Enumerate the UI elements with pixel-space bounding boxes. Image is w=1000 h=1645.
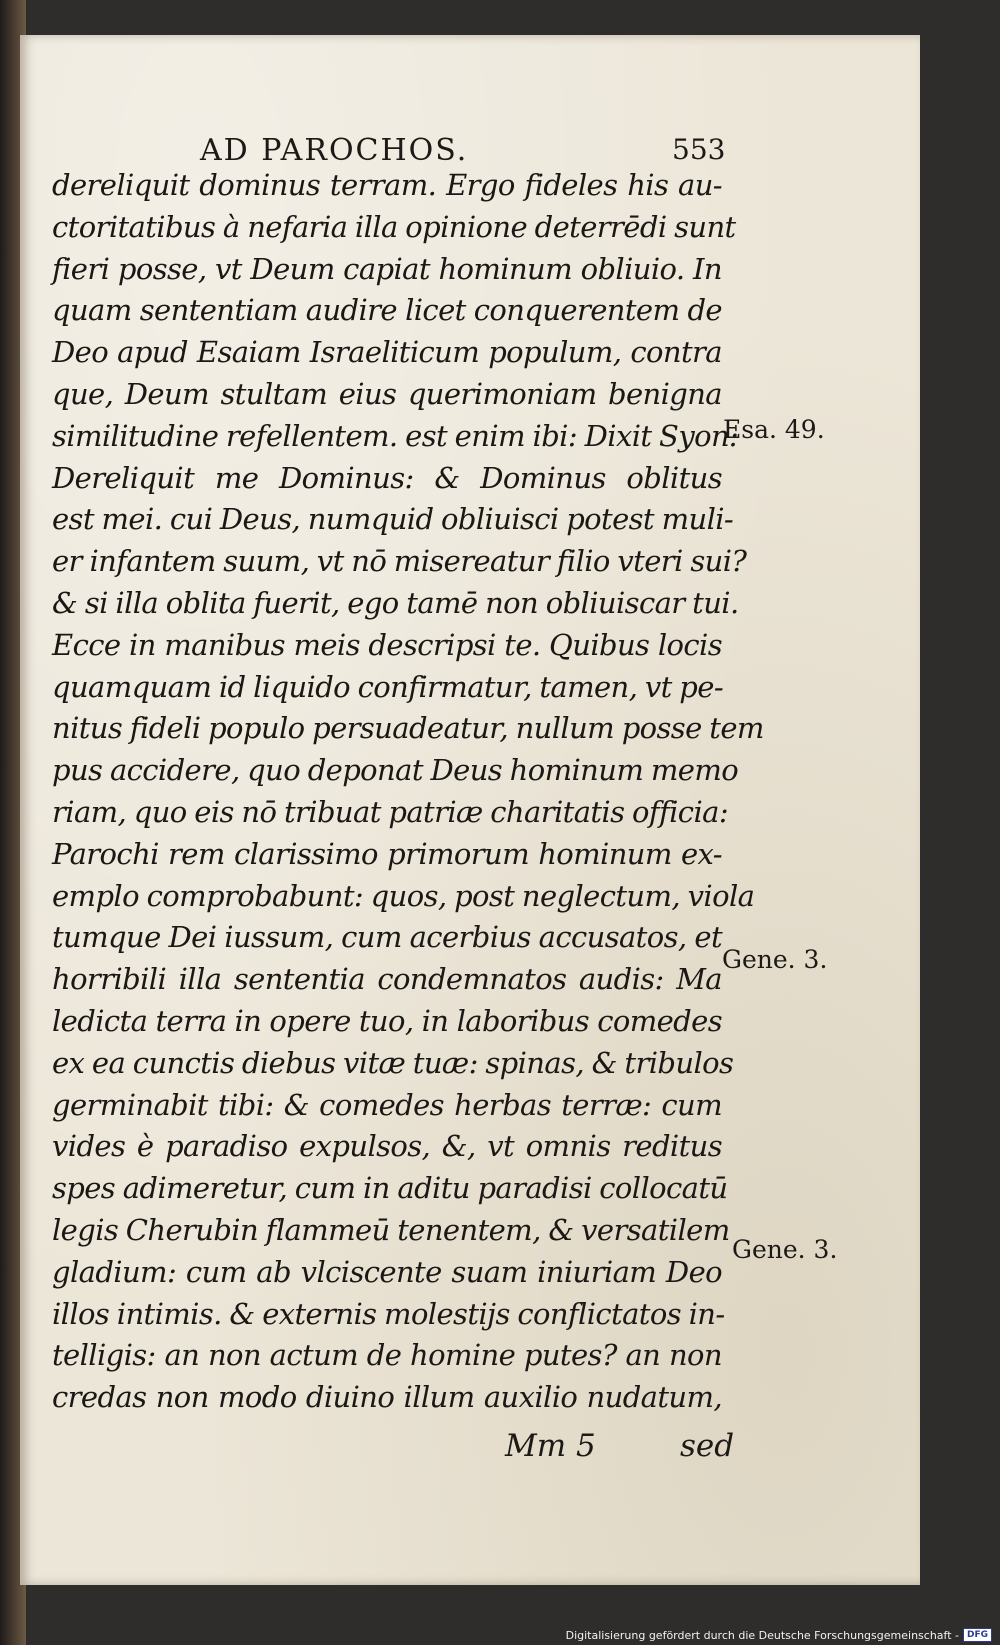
text-line: legis Cherubin flammeū tenentem, & versatilem (52, 1212, 730, 1247)
text-line: emplo comprobabunt: quos, post neglectum, viola (52, 878, 755, 913)
text-line: gladium: cum ab vlciscente suam iniuriam Deo (52, 1254, 722, 1289)
text-line: Ecce in manibus meis descripsi te. Quibus locis (52, 627, 722, 662)
text-line: riam, quo eis nō tribuat patriæ charitatis officia: (52, 794, 728, 829)
text-line: Deo apud Esaiam Israeliticum populum, contra (52, 335, 722, 370)
text-line: similitudine refellentem. est enim ibi: Dixit Syon: (52, 418, 739, 453)
margin-note-genesis-second: Gene. 3. (732, 1235, 838, 1264)
margin-note-esaias: Esa. 49. (723, 415, 825, 444)
text-line: illos intimis. & externis molestijs conflictatos in- (52, 1296, 725, 1331)
text-line: tumque Dei iussum, cum acerbius accusatos, et (52, 920, 722, 955)
text-line: spes adimeretur, cum in aditu paradisi collocatū (52, 1171, 728, 1206)
text-line: Dereliquit me Dominus: & Dominus oblitus (52, 460, 722, 495)
text-line: credas non modo diuino illum auxilio nudatum, (52, 1380, 722, 1415)
text-line: que, Deum stultam eius querimoniam benigna (52, 376, 722, 411)
catchword: sed (680, 1428, 735, 1464)
text-line: ledicta terra in opere tuo, in laboribus comedes (52, 1003, 722, 1038)
text-line: pus accidere, quo deponat Deus hominum memo (52, 753, 739, 788)
dfg-logo: DFG (963, 1628, 992, 1642)
text-line: dereliquit dominus terram. Ergo fideles his au- (52, 168, 722, 202)
running-head: AD PAROCHOS. (200, 133, 469, 168)
text-line: & si illa oblita fuerit, ego tamē non obliuiscar tui. (52, 585, 739, 620)
text-line: telligis: an non actum de homine putes? an non (52, 1338, 722, 1373)
digitization-credit (566, 1628, 992, 1642)
text-line: germinabit tibi: & comedes herbas terræ: cum (52, 1087, 722, 1122)
signature-mark: Mm 5 (505, 1428, 596, 1464)
text-line: quam sententiam audire licet conquerentem de (52, 293, 722, 328)
book-page (20, 35, 920, 1585)
text-line: nitus fideli populo persuadeatur, nullum posse tem (52, 711, 764, 746)
page-number: 553 (672, 133, 726, 166)
credit-text: Digitalisierung gefördert durch die Deutsche Forschungsgemeinschaft - (565, 1628, 959, 1642)
text-line: est mei. cui Deus, numquid obliuisci potest muli- (52, 502, 734, 537)
text-line: horribili illa sententia condemnatos audis: Ma (52, 962, 722, 997)
text-line: fieri posse, vt Deum capiat hominum obliuio. In (52, 251, 722, 286)
text-line: ex ea cunctis diebus vitæ tuæ: spinas, & tribulos (52, 1045, 734, 1080)
text-line: vides è paradiso expulsos, &, vt omnis reditus (52, 1129, 722, 1164)
text-line: Parochi rem clarissimo primorum hominum ex- (52, 836, 722, 871)
body-text-block (52, 165, 764, 1419)
text-line: ctoritatibus à nefaria illa opinione deterrēdi sunt (52, 209, 736, 244)
text-line: quamquam id liquido confirmatur, tamen, vt pe- (52, 669, 724, 704)
margin-note-genesis-first: Gene. 3. (722, 945, 828, 974)
text-line: er infantem suum, vt nō misereatur filio vteri sui? (52, 544, 747, 579)
